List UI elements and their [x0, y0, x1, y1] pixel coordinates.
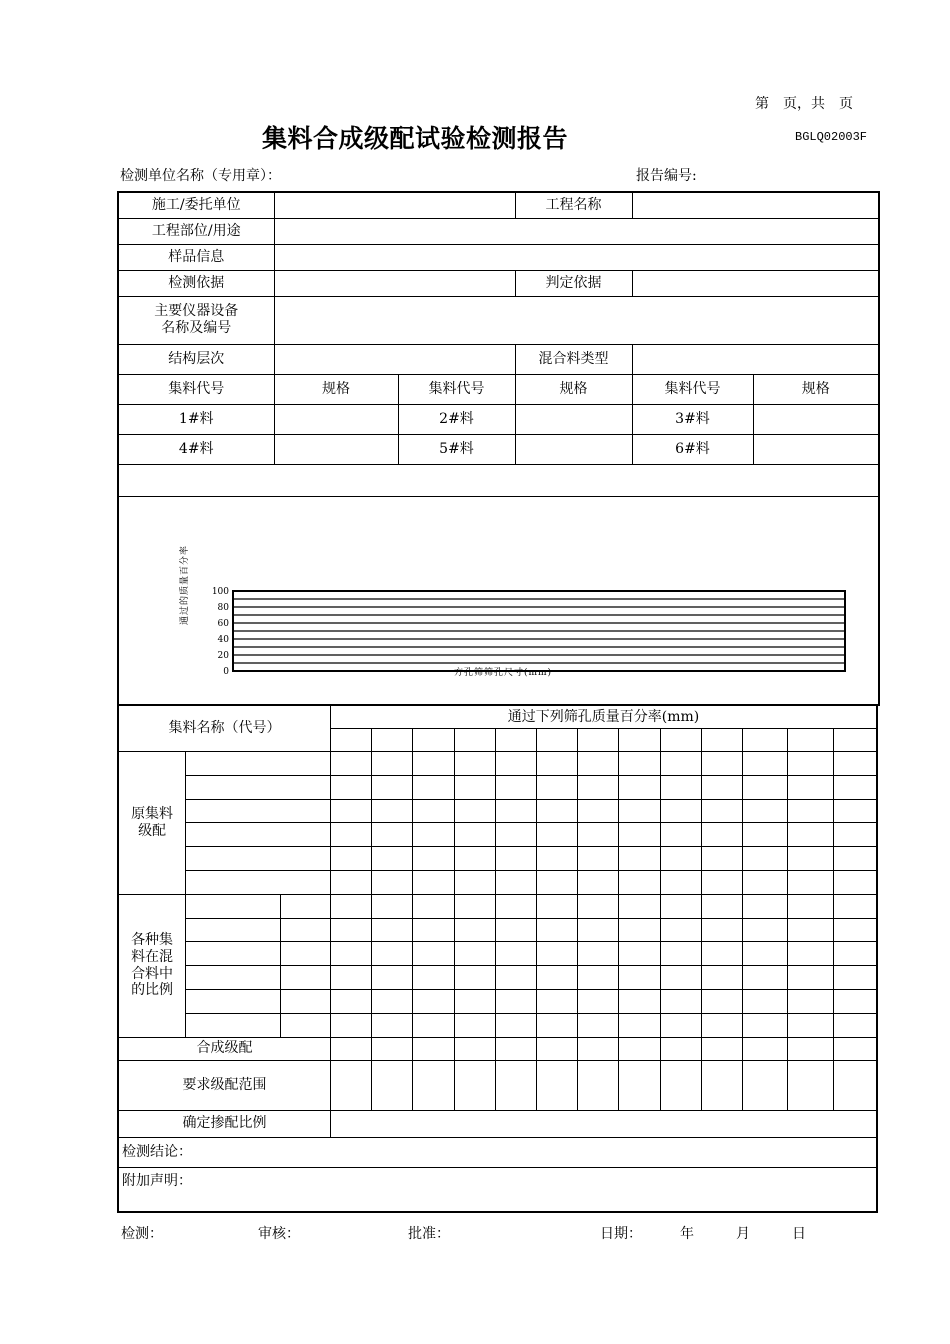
mix-proportion-sieve-cell[interactable] [495, 942, 536, 966]
original-gradation-sieve-cell[interactable] [537, 799, 578, 823]
mix-proportion-sieve-cell[interactable] [578, 989, 619, 1013]
required-range-sieve-cell[interactable] [578, 1060, 619, 1110]
chart-y-axis-label: 通过的质量百分率 [180, 544, 190, 625]
agg-6-label: 6#料 [632, 434, 753, 464]
page-count: 第 页，共 页 [755, 96, 853, 112]
original-gradation-sieve-cell[interactable] [578, 847, 619, 871]
original-gradation-sieve-cell[interactable] [834, 823, 877, 847]
test-basis-label: 检测依据 [118, 270, 274, 296]
client-label: 施工/委托单位 [118, 192, 274, 218]
mix-proportion-sieve-cell[interactable] [372, 966, 413, 990]
mix-proportion-sieve-cell[interactable] [619, 1013, 660, 1037]
mix-proportion-sieve-cell[interactable] [495, 1013, 536, 1037]
mix-proportion-sieve-cell[interactable] [454, 989, 495, 1013]
mix-proportion-sieve-cell[interactable] [660, 989, 701, 1013]
mix-proportion-label-line-3: 合料中 [131, 965, 174, 982]
agg-4-label: 4#料 [118, 434, 274, 464]
original-gradation-sieve-cell[interactable] [701, 752, 742, 776]
gradation-chart [119, 497, 876, 706]
chart-y-tick-label: 40 [217, 634, 229, 645]
mix-proportion-sieve-cell[interactable] [372, 1013, 413, 1037]
original-gradation-sieve-cell[interactable] [701, 799, 742, 823]
original-gradation-sieve-cell[interactable] [660, 870, 701, 894]
synthetic-gradation-sieve-cell[interactable] [372, 1037, 413, 1060]
synthetic-gradation-sieve-cell[interactable] [787, 1037, 834, 1060]
mix-proportion-sieve-cell[interactable] [495, 966, 536, 990]
original-gradation-sieve-cell[interactable] [537, 775, 578, 799]
original-gradation-sieve-cell[interactable] [701, 847, 742, 871]
mix-proportion-sieve-cell[interactable] [834, 894, 877, 918]
original-gradation-sieve-cell[interactable] [701, 823, 742, 847]
agg-5-label: 5#料 [398, 434, 515, 464]
original-gradation-sieve-cell[interactable] [660, 799, 701, 823]
mix-proportion-sieve-cell[interactable] [701, 894, 742, 918]
original-gradation-sieve-cell[interactable] [619, 799, 660, 823]
agg-code-header-2: 集料代号 [398, 374, 515, 404]
sieve-size-header-cell[interactable] [743, 729, 787, 752]
day-label: 日 [792, 1226, 806, 1242]
original-gradation-sieve-cell[interactable] [330, 823, 371, 847]
original-gradation-sieve-cell[interactable] [495, 823, 536, 847]
chart-y-tick-label: 20 [217, 650, 229, 661]
original-gradation-sieve-cell[interactable] [330, 799, 371, 823]
tester-label: 检测： [121, 1226, 163, 1242]
mix-proportion-sieve-cell[interactable] [701, 942, 742, 966]
date-label: 日期： [600, 1226, 642, 1242]
original-gradation-sieve-cell[interactable] [454, 870, 495, 894]
proportion-value-cell[interactable] [281, 1013, 331, 1037]
original-gradation-sieve-cell[interactable] [578, 823, 619, 847]
mix-proportion-sieve-cell[interactable] [743, 966, 787, 990]
required-range-label: 要求级配范围 [118, 1060, 330, 1110]
sample-info-value[interactable] [274, 244, 879, 270]
mix-proportion-sieve-cell[interactable] [413, 1013, 454, 1037]
original-gradation-sieve-cell[interactable] [537, 847, 578, 871]
mix-proportion-sieve-cell[interactable] [834, 989, 877, 1013]
original-gradation-sieve-cell[interactable] [330, 775, 371, 799]
proportion-aggregate-name-cell[interactable] [186, 894, 281, 918]
mix-proportion-sieve-cell[interactable] [413, 942, 454, 966]
original-gradation-sieve-cell[interactable] [834, 775, 877, 799]
original-gradation-sieve-cell[interactable] [413, 870, 454, 894]
month-label: 月 [736, 1226, 750, 1242]
mix-proportion-sieve-cell[interactable] [787, 966, 834, 990]
mix-proportion-label-line-4: 的比例 [131, 982, 174, 999]
original-gradation-sieve-cell[interactable] [834, 752, 877, 776]
original-gradation-sieve-cell[interactable] [743, 775, 787, 799]
original-gradation-sieve-cell[interactable] [660, 752, 701, 776]
synthetic-gradation-sieve-cell[interactable] [537, 1037, 578, 1060]
original-gradation-sieve-cell[interactable] [578, 870, 619, 894]
original-gradation-sieve-cell[interactable] [413, 823, 454, 847]
required-range-sieve-cell[interactable] [787, 1060, 834, 1110]
original-gradation-sieve-cell[interactable] [660, 775, 701, 799]
original-gradation-sieve-cell[interactable] [330, 752, 371, 776]
sieve-size-header-cell[interactable] [330, 729, 371, 752]
mix-proportion-sieve-cell[interactable] [495, 989, 536, 1013]
sieve-size-header-cell[interactable] [787, 729, 834, 752]
chart-y-tick-label: 60 [217, 618, 229, 629]
chart-y-tick-label: 100 [211, 586, 229, 597]
original-gradation-sieve-cell[interactable] [619, 752, 660, 776]
original-aggregate-name-cell[interactable] [186, 870, 331, 894]
mix-proportion-sieve-cell[interactable] [372, 989, 413, 1013]
mix-proportion-sieve-cell[interactable] [454, 918, 495, 942]
original-gradation-sieve-cell[interactable] [701, 775, 742, 799]
mix-proportion-sieve-cell[interactable] [787, 894, 834, 918]
synthetic-gradation-sieve-cell[interactable] [660, 1037, 701, 1060]
original-gradation-sieve-cell[interactable] [660, 823, 701, 847]
mix-proportion-sieve-cell[interactable] [330, 918, 371, 942]
sieve-size-header-cell[interactable] [660, 729, 701, 752]
required-range-sieve-cell[interactable] [834, 1060, 877, 1110]
determined-ratio-label: 确定掺配比例 [118, 1110, 330, 1137]
mix-type-value[interactable] [632, 344, 879, 374]
synthetic-gradation-sieve-cell[interactable] [454, 1037, 495, 1060]
mix-proportion-sieve-cell[interactable] [330, 894, 371, 918]
original-gradation-sieve-cell[interactable] [454, 775, 495, 799]
original-gradation-sieve-cell[interactable] [413, 775, 454, 799]
original-gradation-sieve-cell[interactable] [619, 870, 660, 894]
original-gradation-label-line-1: 原集料 [131, 806, 174, 823]
proportion-aggregate-name-cell[interactable] [186, 918, 281, 942]
mix-proportion-sieve-cell[interactable] [454, 942, 495, 966]
original-gradation-sieve-cell[interactable] [619, 775, 660, 799]
required-range-sieve-cell[interactable] [330, 1060, 371, 1110]
original-gradation-sieve-cell[interactable] [787, 775, 834, 799]
mix-proportion-sieve-cell[interactable] [787, 918, 834, 942]
form-code: BGLQ02003F [795, 130, 868, 144]
agg-3-spec[interactable] [753, 404, 879, 434]
original-gradation-sieve-cell[interactable] [834, 799, 877, 823]
original-aggregate-name-cell[interactable] [186, 847, 331, 871]
original-gradation-sieve-cell[interactable] [787, 823, 834, 847]
mix-proportion-sieve-cell[interactable] [787, 989, 834, 1013]
original-gradation-sieve-cell[interactable] [787, 847, 834, 871]
agg-code-header-3: 集料代号 [632, 374, 753, 404]
original-gradation-sieve-cell[interactable] [372, 775, 413, 799]
mix-proportion-sieve-cell[interactable] [537, 918, 578, 942]
mix-proportion-sieve-cell[interactable] [537, 966, 578, 990]
chart-x-axis-label: 方孔筛筛孔尺寸(mm) [453, 667, 553, 678]
original-gradation-sieve-cell[interactable] [495, 752, 536, 776]
mix-proportion-sieve-cell[interactable] [578, 966, 619, 990]
mix-proportion-sieve-cell[interactable] [330, 1013, 371, 1037]
mix-proportion-sieve-cell[interactable] [578, 918, 619, 942]
proportion-aggregate-name-cell[interactable] [186, 942, 281, 966]
mix-proportion-sieve-cell[interactable] [701, 1013, 742, 1037]
proportion-value-cell[interactable] [281, 989, 331, 1013]
mix-proportion-sieve-cell[interactable] [330, 966, 371, 990]
equipment-value[interactable] [274, 296, 879, 344]
determined-ratio-value[interactable] [330, 1110, 877, 1137]
additional-statement-label: 附加声明： [118, 1167, 877, 1212]
synthetic-gradation-label: 合成级配 [118, 1037, 330, 1060]
mix-proportion-sieve-cell[interactable] [743, 894, 787, 918]
mix-proportion-sieve-cell[interactable] [413, 918, 454, 942]
original-gradation-sieve-cell[interactable] [537, 752, 578, 776]
agg-2-spec[interactable] [515, 404, 632, 434]
original-gradation-sieve-cell[interactable] [787, 799, 834, 823]
testing-unit-label: 检测单位名称（专用章）： [120, 168, 281, 184]
original-aggregate-name-cell[interactable] [186, 775, 331, 799]
proportion-value-cell[interactable] [281, 966, 331, 990]
mix-proportion-sieve-cell[interactable] [834, 942, 877, 966]
proportion-aggregate-name-cell[interactable] [186, 989, 281, 1013]
required-range-sieve-cell[interactable] [372, 1060, 413, 1110]
original-gradation-sieve-cell[interactable] [413, 847, 454, 871]
original-gradation-sieve-cell[interactable] [537, 823, 578, 847]
mix-proportion-sieve-cell[interactable] [743, 918, 787, 942]
aggregate-name-header: 集料名称（代号） [118, 706, 330, 752]
original-gradation-sieve-cell[interactable] [743, 799, 787, 823]
original-aggregate-name-cell[interactable] [186, 799, 331, 823]
original-gradation-sieve-cell[interactable] [330, 847, 371, 871]
mix-proportion-sieve-cell[interactable] [743, 989, 787, 1013]
original-gradation-sieve-cell[interactable] [787, 752, 834, 776]
original-gradation-sieve-cell[interactable] [454, 752, 495, 776]
chart-y-tick-label: 0 [223, 666, 229, 677]
synthetic-gradation-sieve-cell[interactable] [578, 1037, 619, 1060]
approver-label: 批准： [408, 1226, 450, 1242]
mix-proportion-sieve-cell[interactable] [619, 942, 660, 966]
required-range-sieve-cell[interactable] [413, 1060, 454, 1110]
mix-proportion-sieve-cell[interactable] [834, 918, 877, 942]
original-gradation-sieve-cell[interactable] [454, 799, 495, 823]
mix-proportion-sieve-cell[interactable] [372, 894, 413, 918]
mix-proportion-sieve-cell[interactable] [660, 918, 701, 942]
page-title: 集料合成级配试验检测报告 [262, 124, 569, 153]
mix-proportion-sieve-cell[interactable] [537, 1013, 578, 1037]
mix-proportion-sieve-cell[interactable] [660, 942, 701, 966]
original-gradation-sieve-cell[interactable] [578, 775, 619, 799]
location-value[interactable] [274, 218, 879, 244]
year-label: 年 [680, 1226, 694, 1242]
chart-y-ticks [212, 587, 845, 677]
proportion-value-cell[interactable] [281, 894, 331, 918]
mix-proportion-sieve-cell[interactable] [743, 942, 787, 966]
mix-proportion-sieve-cell[interactable] [660, 894, 701, 918]
project-name-value[interactable] [632, 192, 879, 218]
sieve-size-header-cell[interactable] [701, 729, 742, 752]
mix-proportion-sieve-cell[interactable] [372, 942, 413, 966]
original-gradation-sieve-cell[interactable] [495, 847, 536, 871]
mix-proportion-sieve-cell[interactable] [495, 894, 536, 918]
original-gradation-sieve-cell[interactable] [743, 823, 787, 847]
gradation-chart-cell [118, 496, 879, 705]
original-gradation-sieve-cell[interactable] [578, 752, 619, 776]
synthetic-gradation-sieve-cell[interactable] [413, 1037, 454, 1060]
original-gradation-sieve-cell[interactable] [495, 775, 536, 799]
proportion-value-cell[interactable] [281, 942, 331, 966]
mix-proportion-sieve-cell[interactable] [578, 894, 619, 918]
synthetic-gradation-sieve-cell[interactable] [743, 1037, 787, 1060]
proportion-value-cell[interactable] [281, 918, 331, 942]
original-gradation-sieve-cell[interactable] [495, 870, 536, 894]
test-conclusion-label: 检测结论： [118, 1137, 877, 1167]
mix-proportion-sieve-cell[interactable] [834, 1013, 877, 1037]
sieve-size-header-cell[interactable] [495, 729, 536, 752]
agg-6-spec[interactable] [753, 434, 879, 464]
required-range-sieve-cell[interactable] [743, 1060, 787, 1110]
location-label: 工程部位/用途 [118, 218, 274, 244]
report-number-label: 报告编号: [636, 168, 697, 184]
sieve-size-header-cell[interactable] [454, 729, 495, 752]
chart-y-tick-label: 80 [217, 602, 229, 613]
sieve-size-header-cell[interactable] [619, 729, 660, 752]
structure-layer-value[interactable] [274, 344, 515, 374]
mix-proportion-sieve-cell[interactable] [660, 1013, 701, 1037]
mix-proportion-sieve-cell[interactable] [330, 989, 371, 1013]
mix-proportion-sieve-cell[interactable] [372, 918, 413, 942]
spec-header-2: 规格 [515, 374, 632, 404]
equipment-label [118, 296, 274, 344]
original-gradation-sieve-cell[interactable] [454, 847, 495, 871]
original-gradation-sieve-cell[interactable] [743, 847, 787, 871]
synthetic-gradation-sieve-cell[interactable] [495, 1037, 536, 1060]
original-gradation-sieve-cell[interactable] [578, 799, 619, 823]
agg-5-spec[interactable] [515, 434, 632, 464]
original-gradation-sieve-cell[interactable] [619, 847, 660, 871]
original-gradation-sieve-cell[interactable] [619, 823, 660, 847]
mix-proportion-sieve-cell[interactable] [454, 1013, 495, 1037]
original-gradation-sieve-cell[interactable] [372, 870, 413, 894]
mix-type-label: 混合料类型 [515, 344, 632, 374]
mix-proportion-sieve-cell[interactable] [495, 918, 536, 942]
original-gradation-sieve-cell[interactable] [743, 870, 787, 894]
mix-proportion-label-line-2: 料在混 [131, 948, 174, 965]
mix-proportion-sieve-cell[interactable] [619, 966, 660, 990]
mix-proportion-sieve-cell[interactable] [660, 966, 701, 990]
synthetic-gradation-sieve-cell[interactable] [701, 1037, 742, 1060]
sieve-size-header-cell[interactable] [413, 729, 454, 752]
agg-1-spec[interactable] [274, 404, 398, 434]
original-gradation-sieve-cell[interactable] [834, 847, 877, 871]
original-gradation-sieve-cell[interactable] [413, 752, 454, 776]
mix-proportion-sieve-cell[interactable] [454, 966, 495, 990]
agg-3-label: 3#料 [632, 404, 753, 434]
mix-proportion-sieve-cell[interactable] [578, 942, 619, 966]
mix-proportion-sieve-cell[interactable] [537, 942, 578, 966]
original-gradation-label-line-2: 级配 [138, 822, 167, 839]
blank-row [118, 464, 879, 496]
sample-info-label: 样品信息 [118, 244, 274, 270]
original-gradation-sieve-cell[interactable] [701, 870, 742, 894]
equipment-label-line1: 主要仪器设备 [154, 303, 239, 320]
proportion-aggregate-name-cell[interactable] [186, 966, 281, 990]
original-gradation-label [118, 752, 186, 895]
mix-proportion-sieve-cell[interactable] [787, 1013, 834, 1037]
required-range-sieve-cell[interactable] [701, 1060, 742, 1110]
original-gradation-sieve-cell[interactable] [330, 870, 371, 894]
passing-percent-header: 通过下列筛孔质量百分率(mm) [330, 706, 877, 729]
mix-proportion-sieve-cell[interactable] [578, 1013, 619, 1037]
required-range-sieve-cell[interactable] [619, 1060, 660, 1110]
mix-proportion-label [118, 894, 186, 1037]
spec-header-1: 规格 [274, 374, 398, 404]
mix-proportion-sieve-cell[interactable] [537, 989, 578, 1013]
agg-1-label: 1#料 [118, 404, 274, 434]
original-gradation-sieve-cell[interactable] [454, 823, 495, 847]
required-range-sieve-cell[interactable] [495, 1060, 536, 1110]
agg-code-header-1: 集料代号 [118, 374, 274, 404]
original-gradation-sieve-cell[interactable] [372, 847, 413, 871]
client-value[interactable] [274, 192, 515, 218]
agg-2-label: 2#料 [398, 404, 515, 434]
info-table [117, 191, 880, 706]
mix-proportion-sieve-cell[interactable] [454, 894, 495, 918]
mix-proportion-sieve-cell[interactable] [619, 918, 660, 942]
test-basis-value[interactable] [274, 270, 515, 296]
mix-proportion-sieve-cell[interactable] [619, 894, 660, 918]
original-gradation-sieve-cell[interactable] [372, 823, 413, 847]
mix-proportion-sieve-cell[interactable] [701, 989, 742, 1013]
original-gradation-sieve-cell[interactable] [537, 870, 578, 894]
sieve-size-header-cell[interactable] [537, 729, 578, 752]
reviewer-label: 审核： [258, 1226, 300, 1242]
original-gradation-sieve-cell[interactable] [372, 799, 413, 823]
synthetic-gradation-sieve-cell[interactable] [330, 1037, 371, 1060]
mix-proportion-sieve-cell[interactable] [701, 918, 742, 942]
required-range-sieve-cell[interactable] [537, 1060, 578, 1110]
required-range-sieve-cell[interactable] [660, 1060, 701, 1110]
required-range-sieve-cell[interactable] [454, 1060, 495, 1110]
original-gradation-sieve-cell[interactable] [372, 752, 413, 776]
synthetic-gradation-sieve-cell[interactable] [619, 1037, 660, 1060]
original-gradation-sieve-cell[interactable] [660, 847, 701, 871]
original-aggregate-name-cell[interactable] [186, 752, 331, 776]
sieve-size-header-cell[interactable] [578, 729, 619, 752]
judgment-basis-label: 判定依据 [515, 270, 632, 296]
original-gradation-sieve-cell[interactable] [787, 870, 834, 894]
mix-proportion-sieve-cell[interactable] [834, 966, 877, 990]
mix-proportion-label-line-1: 各种集 [131, 932, 174, 949]
structure-layer-label: 结构层次 [118, 344, 274, 374]
mix-proportion-sieve-cell[interactable] [330, 942, 371, 966]
original-gradation-sieve-cell[interactable] [743, 752, 787, 776]
judgment-basis-value[interactable] [632, 270, 879, 296]
spec-header-3: 规格 [753, 374, 879, 404]
project-name-label: 工程名称 [515, 192, 632, 218]
mix-proportion-sieve-cell[interactable] [787, 942, 834, 966]
mix-proportion-sieve-cell[interactable] [413, 966, 454, 990]
mix-proportion-sieve-cell[interactable] [413, 989, 454, 1013]
mix-proportion-sieve-cell[interactable] [537, 894, 578, 918]
original-gradation-sieve-cell[interactable] [495, 799, 536, 823]
gradation-table [117, 705, 878, 1213]
equipment-label-line2: 名称及编号 [161, 320, 232, 336]
synthetic-gradation-sieve-cell[interactable] [834, 1037, 877, 1060]
sieve-size-header-cell[interactable] [372, 729, 413, 752]
mix-proportion-sieve-cell[interactable] [413, 894, 454, 918]
mix-proportion-sieve-cell[interactable] [619, 989, 660, 1013]
mix-proportion-sieve-cell[interactable] [701, 966, 742, 990]
original-gradation-sieve-cell[interactable] [834, 870, 877, 894]
agg-4-spec[interactable] [274, 434, 398, 464]
original-aggregate-name-cell[interactable] [186, 823, 331, 847]
proportion-aggregate-name-cell[interactable] [186, 1013, 281, 1037]
mix-proportion-sieve-cell[interactable] [743, 1013, 787, 1037]
original-gradation-sieve-cell[interactable] [413, 799, 454, 823]
sieve-size-header-cell[interactable] [834, 729, 877, 752]
